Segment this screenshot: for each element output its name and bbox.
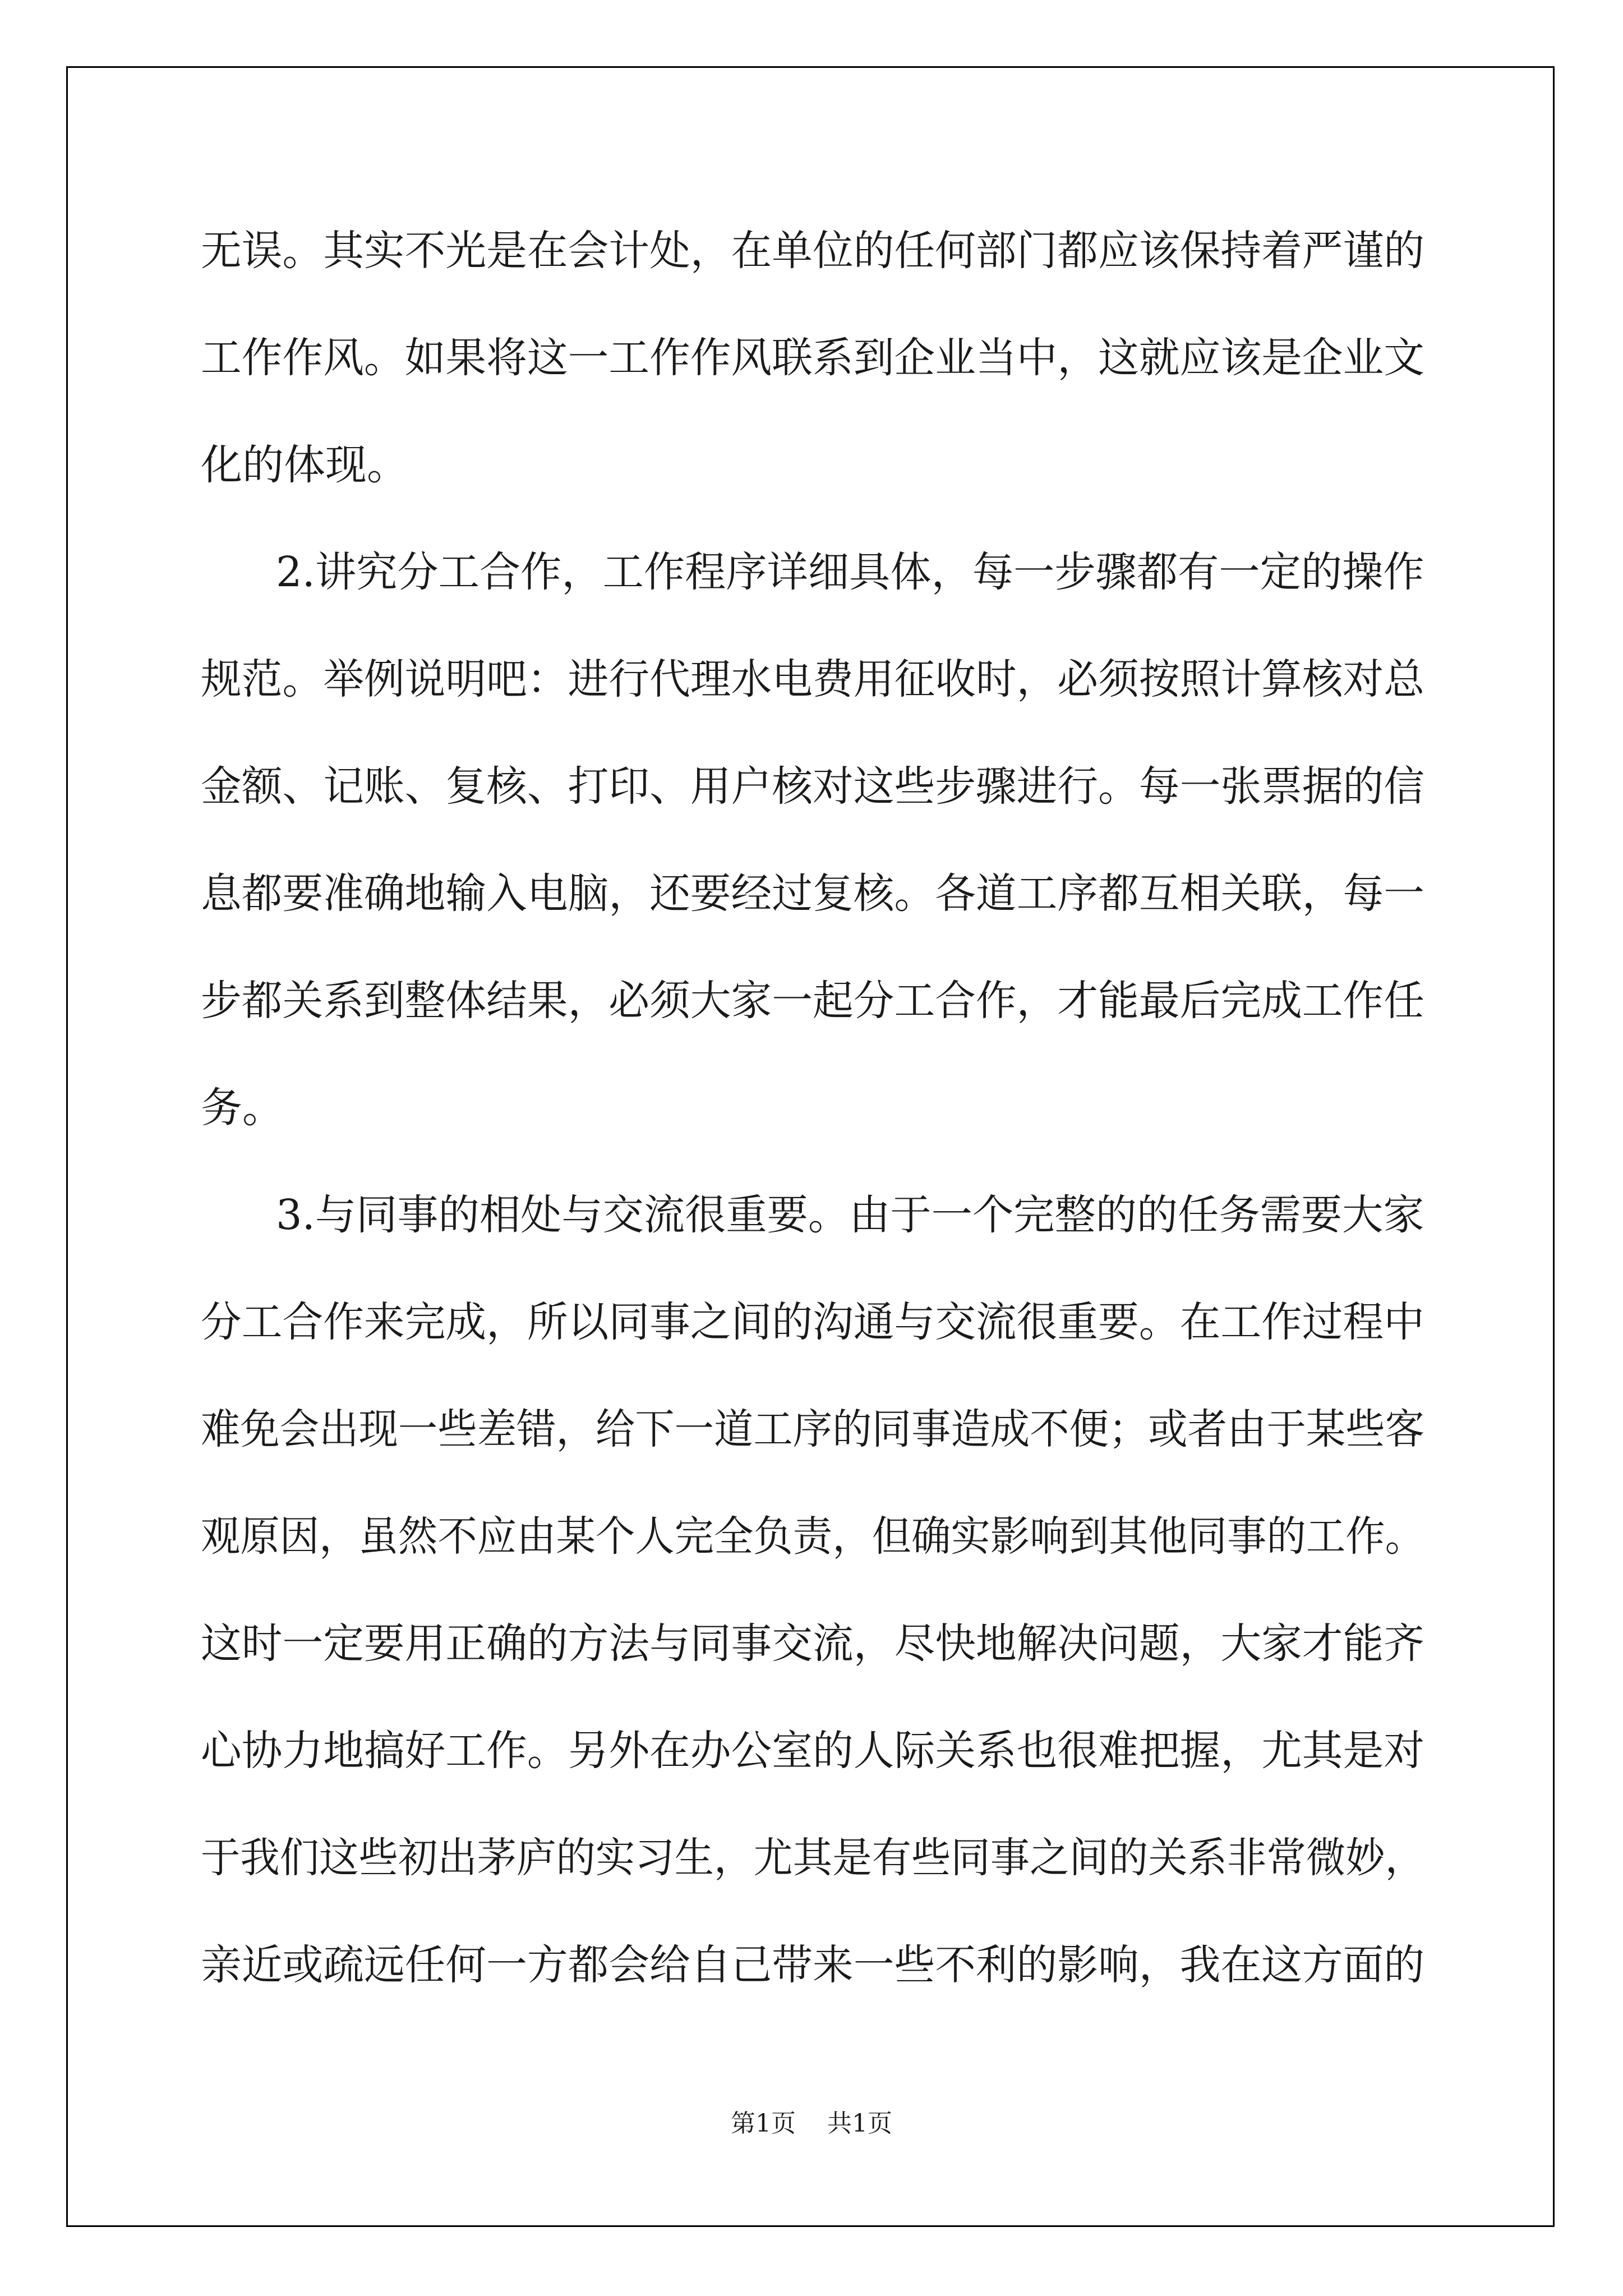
- text-line: 规范。举例说明吧：进行代理水电费用征收时，必须按照计算核对总: [201, 655, 1424, 703]
- text-line: 化的体现。: [201, 441, 408, 489]
- text-line: 这时一定要用正确的方法与同事交流，尽快地解决问题，大家才能齐: [201, 1619, 1424, 1668]
- text-line: 亲近或疏远任何一方都会给自己带来一些不利的影响，我在这方面的: [201, 1941, 1424, 1989]
- text-line: 心协力地搞好工作。另外在办公室的人际关系也很难把握，尤其是对: [201, 1727, 1424, 1775]
- text-line: 观原因，虽然不应由某个人完全负责，但确实影响到其他同事的工作。: [201, 1512, 1424, 1561]
- text-line: 步都关系到整体结果，必须大家一起分工合作，才能最后完成工作任: [201, 977, 1424, 1025]
- page-total: 共1页: [827, 2109, 892, 2138]
- text-line: 金额、记账、复核、打印、用户核对这些步骤进行。每一张票据的信: [201, 762, 1424, 811]
- text-line: 于我们这些初出茅庐的实习生，尤其是有些同事之间的关系非常微妙，: [201, 1834, 1424, 1882]
- paragraph-start-line: 2.讲究分工合作，工作程序详细具体，每一步骤都有一定的操作: [276, 548, 1424, 596]
- page-border: [66, 66, 1555, 2227]
- text-line: 难免会出现一些差错，给下一道工序的同事造成不便；或者由于某些客: [201, 1405, 1424, 1453]
- text-line: 分工合作来完成，所以同事之间的沟通与交流很重要。在工作过程中: [201, 1298, 1424, 1346]
- text-line: 息都要准确地输入电脑，还要经过复核。各道工序都互相关联，每一: [201, 869, 1424, 918]
- page-footer: [0, 2111, 1623, 2136]
- text-line: 无误。其实不光是在会计处，在单位的任何部门都应该保持着严谨的: [201, 227, 1424, 275]
- text-line: 工作作风。如果将这一工作作风联系到企业当中，这就应该是企业文: [201, 334, 1424, 382]
- text-line: 务。: [201, 1084, 284, 1132]
- page-number: 第1页: [731, 2109, 796, 2138]
- paragraph-start-line: 3.与同事的相处与交流很重要。由于一个完整的的任务需要大家: [276, 1191, 1424, 1239]
